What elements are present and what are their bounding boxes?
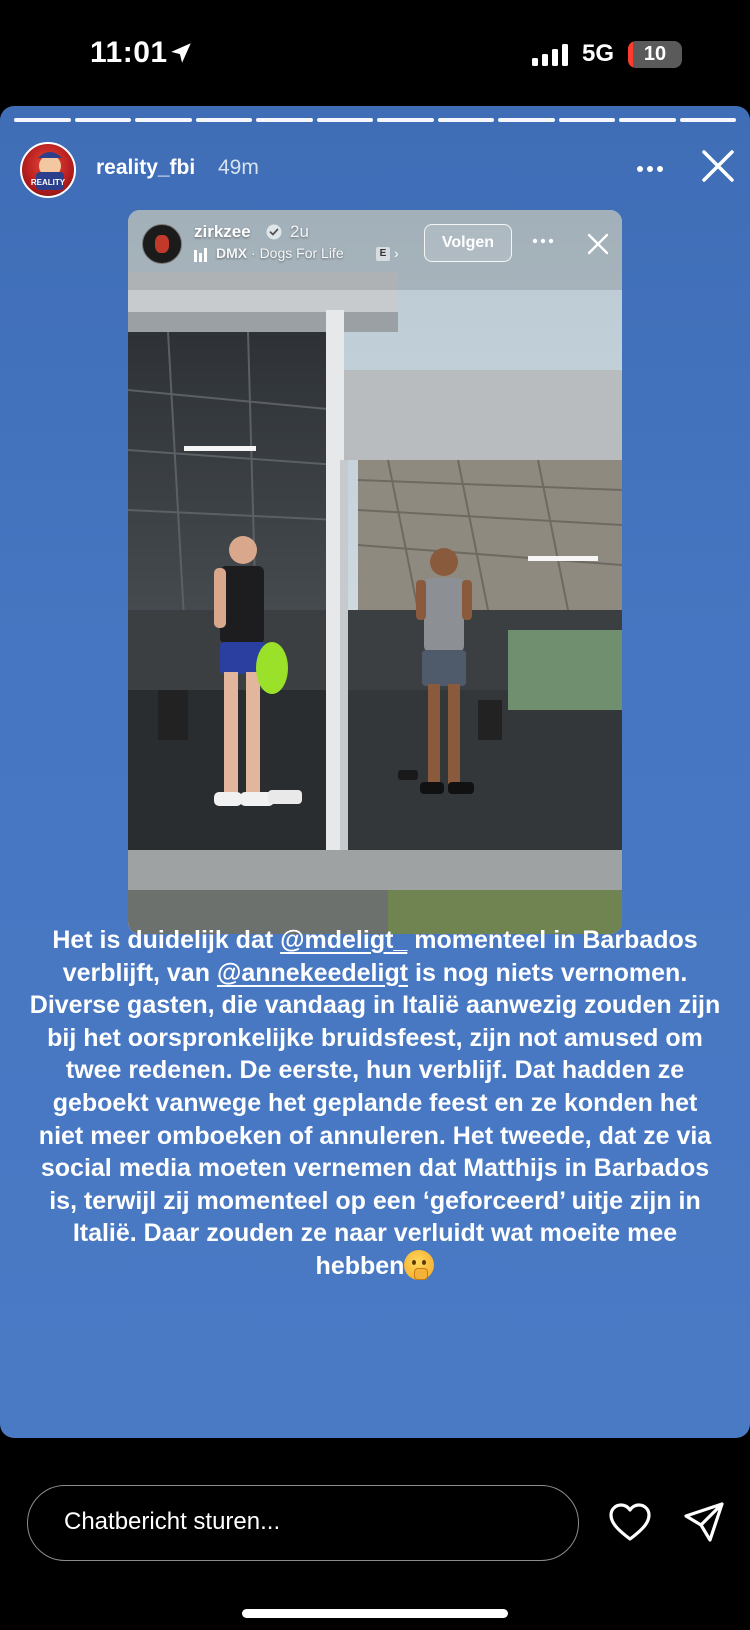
avatar-logo-icon: [22, 144, 76, 198]
music-artist: DMX: [216, 245, 248, 261]
cellular-signal-icon: [532, 44, 572, 66]
repost-close-icon[interactable]: [586, 232, 610, 256]
location-arrow-icon: [168, 40, 194, 66]
progress-segment: [135, 118, 192, 122]
avatar[interactable]: [20, 142, 76, 198]
progress-segment: [75, 118, 132, 122]
network-type: 5G: [582, 40, 615, 67]
explicit-badge: E: [376, 247, 390, 261]
status-time: 11:01: [90, 36, 168, 69]
story-time-ago: 49m: [218, 156, 259, 179]
story-username[interactable]: reality_fbi: [96, 156, 196, 179]
progress-segment: [256, 118, 313, 122]
home-indicator[interactable]: [242, 1609, 508, 1618]
caption-part-3: is nog niets vernomen. Diverse gasten, die vandaag in Italië aanwezig zouden zijn bij het oorspronkelijke bruidsfeest, zijn not amused om twee redenen. De eerste, hun verblijf. Dat hadden ze geboekt vanwege het geplande feest en ze konden het niet meer omboeken of annuleren. Het tweede, dat ze via social media moeten vernemen dat Matthijs in Barbados is, terwijl zij momenteel op een ‘geforceerd’ uitje zijn in Italië. Daar zouden ze naar verluidt wat moeite mee hebben: [29, 958, 721, 1280]
battery-indicator: [628, 41, 682, 68]
progress-segment: [317, 118, 374, 122]
more-icon[interactable]: [630, 156, 670, 182]
progress-segment: [559, 118, 616, 122]
story-header: [0, 134, 750, 204]
mention-mdeligt[interactable]: @mdeligt_: [280, 926, 408, 954]
close-icon[interactable]: [698, 146, 738, 186]
story-caption-text: [28, 924, 722, 1283]
repost-username[interactable]: zirkzee: [194, 222, 251, 241]
repost-avatar[interactable]: [142, 224, 182, 264]
repost-time-ago: 2u: [290, 222, 309, 241]
progress-segment: [196, 118, 253, 122]
progress-segment: [438, 118, 495, 122]
progress-segment: [498, 118, 555, 122]
shushing-face-emoji-icon: [404, 1250, 434, 1280]
story-progress-bar: [14, 118, 736, 122]
caption-part-1: Het is duidelijk dat: [52, 926, 281, 954]
music-title: · Dogs For Life: [251, 245, 344, 261]
progress-segment: [14, 118, 71, 122]
chevron-right-icon: ›: [394, 245, 399, 261]
story-viewer[interactable]: [0, 106, 750, 1438]
progress-segment: [377, 118, 434, 122]
heart-icon[interactable]: [608, 1502, 652, 1542]
status-bar: [0, 0, 750, 104]
repost-more-icon[interactable]: [530, 234, 556, 248]
verified-badge-icon: [266, 224, 282, 240]
repost-music-info[interactable]: [216, 245, 344, 261]
gym-photo: [128, 210, 622, 934]
chat-placeholder: Chatbericht sturen...: [64, 1508, 281, 1535]
mention-annekeedeligt[interactable]: @annekeedeligt: [216, 958, 409, 987]
progress-segment: [619, 118, 676, 122]
caption-part-2: momenteel in Barbados verblijft, van: [62, 926, 698, 987]
follow-button[interactable]: Volgen: [424, 224, 512, 262]
reposted-story-header: [128, 210, 622, 280]
avatar-label: REALITY: [30, 178, 66, 187]
send-icon[interactable]: [682, 1500, 726, 1544]
music-bars-icon: [194, 248, 210, 262]
battery-level: 10: [643, 43, 667, 65]
chat-message-input[interactable]: [27, 1485, 579, 1561]
reposted-story[interactable]: [128, 210, 622, 934]
progress-segment: [680, 118, 737, 122]
